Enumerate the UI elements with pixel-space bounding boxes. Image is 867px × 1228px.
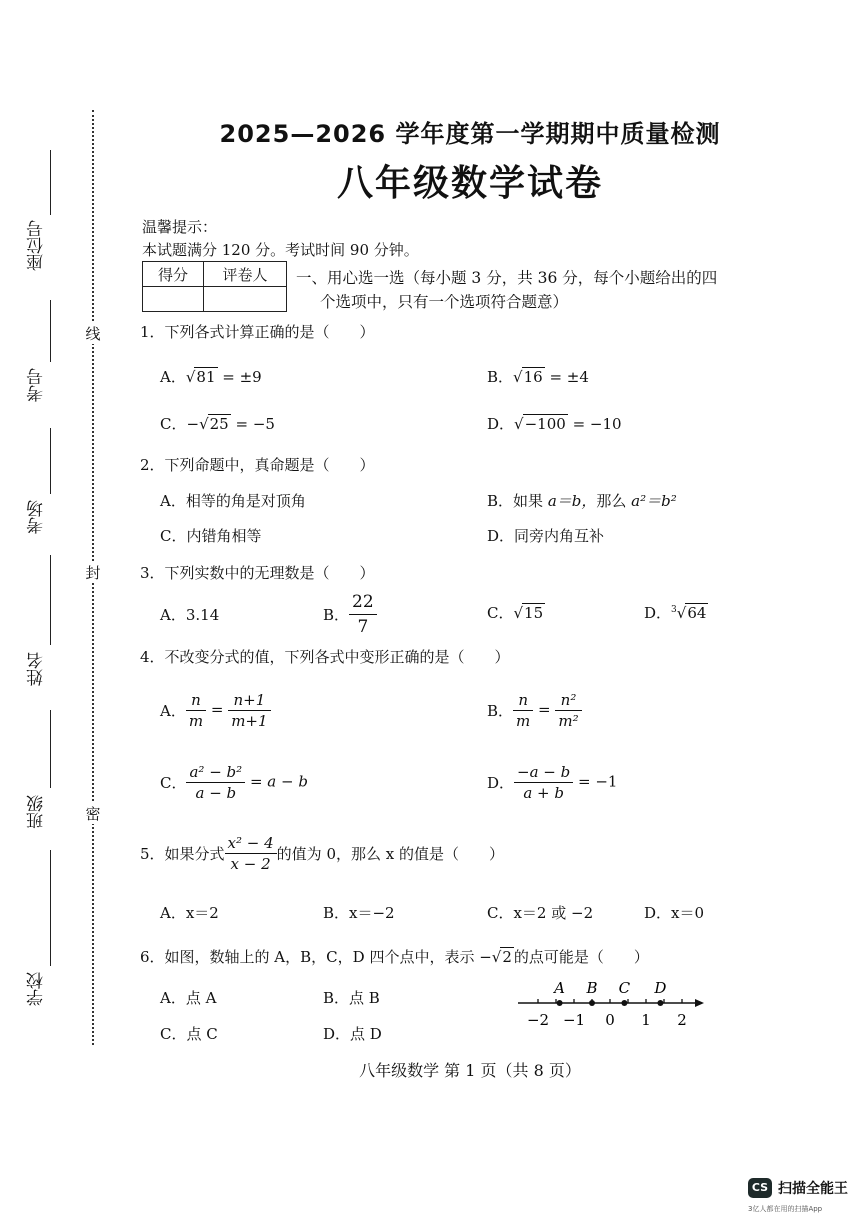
name-fill-line (50, 555, 51, 645)
denominator: m (188, 712, 204, 730)
point-label-c: C (618, 979, 631, 997)
radicand: 25 (209, 415, 229, 433)
q2-option-c: C．内错角相等 (160, 527, 262, 545)
tick-label: 1 (641, 1011, 651, 1029)
q6-option-b: B．点 B (323, 989, 380, 1007)
q6-stem (140, 946, 649, 967)
q6-option-c: C．点 C (160, 1025, 218, 1043)
numerator: 22 (349, 590, 377, 615)
numerator: n (513, 690, 533, 711)
option-label: D． (644, 604, 672, 622)
point-label-d: D (654, 979, 667, 997)
side-label-class: 班级 (27, 795, 47, 829)
q5-option-c: C．x＝2 或 −2 (487, 904, 594, 922)
grader-cell (204, 287, 287, 312)
option-rest: = a − b (249, 772, 308, 791)
tick-label: −2 (526, 1011, 550, 1029)
point-label-a: A (554, 979, 566, 997)
q4-option-c (160, 762, 308, 803)
q3-option-b (323, 590, 377, 639)
tick-label: 2 (677, 1011, 687, 1029)
notice-text: 本试题满分 120 分。考试时间 90 分钟。 (142, 241, 419, 259)
q4-option-b: B． $\frac{n}{m}$ = $\frac{\text{n²}}{\text{m²}}$ (487, 690, 582, 731)
sqrt-neg100: √−100 (514, 415, 566, 433)
q3-option-c (487, 602, 545, 623)
q4-stem: 4．不改变分式的值，下列各式中变形正确的是（ ） (140, 648, 510, 666)
tick-label: 0 (605, 1011, 615, 1029)
numerator: n (186, 690, 206, 711)
denominator: m (516, 712, 531, 730)
exam-title: 2025—2026 学年度第一学期期中质量检测 (219, 120, 721, 148)
option-label: C． (160, 774, 187, 792)
option-rest: = ±9 (222, 368, 262, 386)
fraction-right (555, 690, 581, 731)
denominator: 7 (357, 617, 369, 637)
page-footer: 八年级数学 第 1 页（共 8 页） (359, 1061, 581, 1080)
option-rest: = −1 (578, 772, 618, 791)
numerator: a² − b² (186, 762, 245, 783)
q5-fraction (225, 833, 277, 874)
q5-post: 的值为 0，那么 x 的值是（ ） (276, 845, 504, 863)
side-label-school: 学校 (27, 972, 47, 1006)
fraction-22-7 (349, 590, 377, 639)
option-label: C． (487, 604, 514, 622)
numerator: n+1 (228, 690, 270, 711)
q5-pre: 5．如果分式 (140, 845, 225, 863)
sqrt-81: √81 (185, 368, 216, 386)
numerator: n² (555, 690, 581, 711)
denominator: a + b (523, 784, 564, 802)
tick-label: −1 (562, 1011, 586, 1029)
q3-option-d (644, 602, 708, 623)
seal-mark-secret: 密 (85, 805, 101, 823)
point-d (657, 1000, 663, 1006)
result-expr: a²＝b² (631, 492, 677, 510)
section-heading-line1: 一、用心选一选（每小题 3 分，共 36 分，每个小题给出的四 (296, 269, 718, 287)
q5-option-b: B．x＝−2 (323, 904, 395, 922)
q4-option-a: A． $\frac{n}{m}$ = $\frac{n+1}{m+1}$ (160, 690, 271, 731)
q2-option-b (487, 490, 677, 511)
class-fill-line (50, 710, 51, 788)
fraction-left (186, 762, 245, 803)
radicand: 15 (524, 604, 544, 622)
sqrt-2: √2 (491, 948, 512, 966)
q5-stem (140, 833, 504, 874)
option-label: A． (160, 702, 186, 720)
camscanner-logo: CS (748, 1178, 772, 1198)
school-fill-line (50, 850, 51, 966)
score-header: 得分 (143, 262, 204, 287)
sqrt-25: √25 (199, 415, 229, 433)
minus-sign: − (186, 415, 200, 433)
section-heading-line2: 个选项中，只有一个选项符合题意） (320, 293, 569, 311)
q5-option-d: D．x＝0 (644, 904, 705, 922)
denominator: x − 2 (230, 855, 271, 873)
q3-stem: 3．下列实数中的无理数是（ ） (140, 564, 375, 582)
q1-stem: 1．下列各式计算正确的是（ ） (140, 323, 375, 341)
option-label: A． (160, 368, 186, 386)
exam-no-fill-line (50, 300, 51, 362)
radicand: −100 (524, 415, 566, 433)
point-b (589, 1000, 595, 1006)
denominator: a − b (195, 784, 237, 802)
option-rest: = ±4 (549, 368, 589, 386)
sqrt-15: √15 (513, 604, 544, 622)
score-table (142, 261, 287, 312)
point-c (621, 1000, 627, 1006)
option-rest: = −5 (235, 415, 275, 433)
q2-stem: 2．下列命题中，真命题是（ ） (140, 456, 375, 474)
q2-option-d: D．同旁内角互补 (487, 527, 605, 545)
camscanner-name: 扫描全能王 (778, 1181, 848, 1197)
side-label-room: 考场 (27, 500, 47, 534)
then-word: 那么 (596, 492, 627, 510)
denominator: m² (558, 712, 579, 730)
radicand: 81 (196, 368, 216, 386)
option-rest: = −10 (572, 415, 622, 433)
point-label-b: B (586, 979, 598, 997)
q6-option-a: A．点 A (160, 989, 217, 1007)
q6-option-d: D．点 D (323, 1025, 382, 1043)
option-label: B．如果 (487, 492, 544, 510)
number-line (510, 970, 710, 1036)
sqrt-16: √16 (513, 368, 543, 386)
option-label: C． (160, 415, 187, 433)
root-index: 3 (671, 605, 677, 615)
q1-option-a (160, 366, 262, 387)
side-label-seat: 座位号 (27, 220, 47, 271)
q4-option-d (487, 762, 617, 803)
numerator: x² − 4 (225, 833, 277, 854)
side-label-exam-no: 考号 (27, 368, 47, 402)
radicand: 64 (687, 604, 707, 622)
q6-post: 的点可能是（ ） (513, 948, 649, 966)
option-label: D． (487, 774, 515, 792)
option-label: B． (323, 606, 350, 624)
option-label: D． (487, 415, 515, 433)
fraction-left (513, 690, 533, 731)
option-label: B． (487, 368, 514, 386)
numerator: −a − b (514, 762, 573, 783)
condition-expr: a＝b， (547, 492, 597, 510)
cbrt-64: √64 (676, 604, 707, 622)
q1-option-c (160, 413, 275, 434)
score-cell (143, 287, 204, 312)
q5-option-a: A．x＝2 (160, 904, 219, 922)
seal-mark-seal: 封 (85, 564, 101, 582)
seal-mark-line: 线 (85, 325, 101, 343)
fraction-left (514, 762, 573, 803)
exam-subtitle: 八年级数学试卷 (336, 163, 603, 204)
arrow-icon (695, 999, 704, 1007)
seat-fill-line (50, 150, 51, 215)
radicand: 16 (523, 368, 543, 386)
room-fill-line (50, 428, 51, 494)
q1-option-b (487, 366, 589, 387)
denominator: m+1 (231, 712, 268, 730)
option-label: B． (487, 702, 514, 720)
fraction-left (186, 690, 206, 731)
q6-pre: 6．如图，数轴上的 A，B，C，D 四个点中，表示 − (140, 948, 492, 966)
q2-option-a: A．相等的角是对顶角 (160, 492, 306, 510)
camscanner-tagline: 3亿人都在用的扫描App (748, 1205, 823, 1213)
fraction-right (228, 690, 270, 731)
q1-option-d (487, 413, 622, 434)
q3-option-a: A．3.14 (160, 606, 220, 624)
point-a (557, 1000, 563, 1006)
grader-header: 评卷人 (204, 262, 287, 287)
radicand: 2 (502, 948, 512, 966)
notice-label: 温馨提示： (142, 218, 218, 236)
side-label-name: 姓名 (27, 652, 47, 686)
